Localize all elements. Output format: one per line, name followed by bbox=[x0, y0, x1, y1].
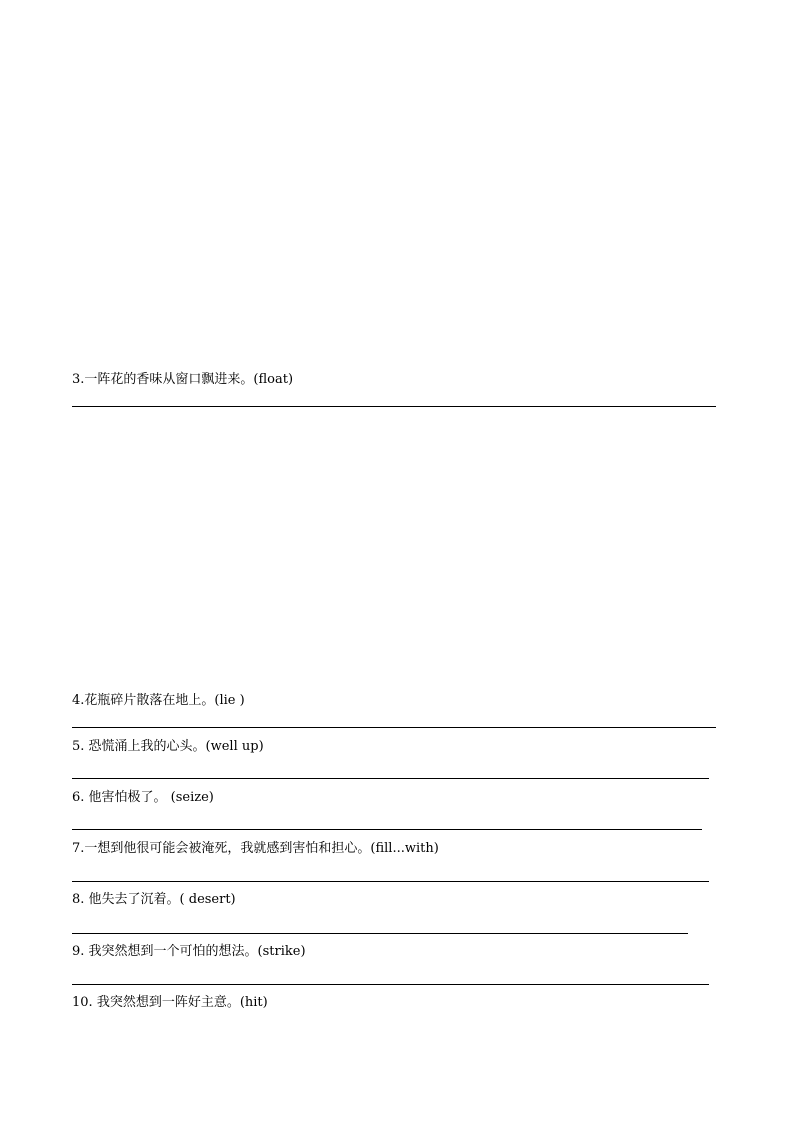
answer-line-7[interactable] bbox=[72, 881, 709, 882]
question-text: 我突然想到一个可怕的想法。(strike) bbox=[84, 944, 306, 959]
question-number: 5. bbox=[72, 739, 85, 754]
question-4 bbox=[72, 693, 245, 709]
question-number: 6. bbox=[72, 790, 85, 805]
question-text: 恐慌涌上我的心头。(well up) bbox=[84, 739, 264, 754]
answer-line-4[interactable] bbox=[72, 727, 716, 728]
question-3 bbox=[72, 372, 293, 388]
question-number: 10. bbox=[72, 995, 93, 1010]
question-6 bbox=[72, 790, 214, 806]
question-9 bbox=[72, 944, 306, 960]
question-text: 花瓶碎片散落在地上。(lie ) bbox=[84, 693, 245, 708]
question-text: 一阵花的香味从窗口飘进来。(float) bbox=[84, 372, 294, 387]
question-5 bbox=[72, 739, 264, 755]
question-text: 他害怕极了。 (seize) bbox=[84, 790, 214, 805]
question-text: 一想到他很可能会被淹死，我就感到害怕和担心。(fill...with) bbox=[84, 841, 439, 856]
answer-line-8[interactable] bbox=[72, 933, 688, 934]
question-text: 我突然想到一阵好主意。(hit) bbox=[92, 995, 268, 1010]
question-number: 8. bbox=[72, 892, 85, 907]
answer-line-9[interactable] bbox=[72, 984, 709, 985]
question-8 bbox=[72, 892, 236, 908]
answer-line-6[interactable] bbox=[72, 829, 702, 830]
answer-line-5[interactable] bbox=[72, 778, 709, 779]
question-7 bbox=[72, 841, 439, 857]
answer-line-3[interactable] bbox=[72, 406, 716, 407]
question-number: 7. bbox=[72, 841, 85, 856]
question-number: 9. bbox=[72, 944, 85, 959]
question-text: 他失去了沉着。( desert) bbox=[84, 892, 236, 907]
question-10 bbox=[72, 995, 268, 1011]
question-number: 4. bbox=[72, 693, 85, 708]
question-number: 3. bbox=[72, 372, 85, 387]
